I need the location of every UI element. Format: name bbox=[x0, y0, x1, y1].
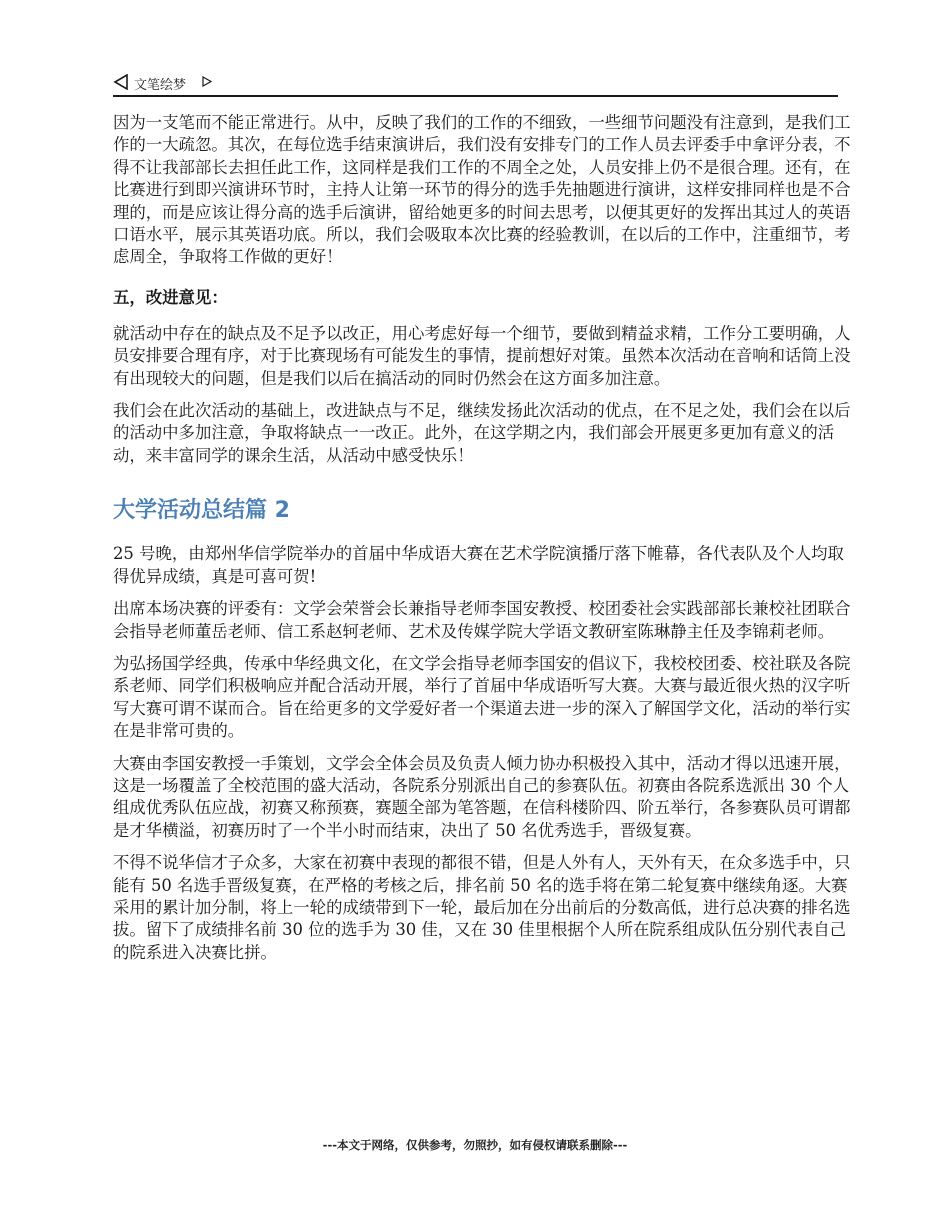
paragraph-section2-4: 大赛由李国安教授一手策划，文学会全体会员及负责人倾力协办积极投入其中，活动才得以迅速开展，这是一场覆盖了全校范围的盛大活动，各院系分别派出自己的参赛队伍。初赛由各院系选派出 30 个人组成优秀队伍应战，初赛又称预赛，赛题全部为笔答题，在信科楼阶四、阶五举行，各参赛队员可谓都是才华横溢，初赛历时了一个半小时而结束，决出了 50 名优秀选手，晋级复赛。 bbox=[113, 753, 851, 840]
heading-improvement: 五，改进意见： bbox=[113, 287, 228, 307]
footer-disclaimer: ---本文于网络，仅供参考，勿照抄，如有侵权请联系删除--- bbox=[322, 1138, 628, 1152]
brand-text: 文笔绘梦 bbox=[134, 78, 187, 93]
paragraph-improvement-2: 我们会在此次活动的基础上，改进缺点与不足，继续发扬此次活动的优点，在不足之处，我们会在以后的活动中多加注意，争取将缺点一一改正。此外，在这学期之内，我们部会开展更多更加有意义的活动，来丰富同学的课余生活，从活动中感受快乐！ bbox=[113, 401, 851, 465]
paragraph-section2-2: 出席本场决赛的评委有：文学会荣誉会长兼指导老师李国安教授、校团委社会实践部部长兼校社团联合会指导老师董岳老师、信工系赵轲老师、艺术及传媒学院大学语文教研室陈琳静主任及李锦莉老师。 bbox=[113, 599, 851, 641]
page-header bbox=[113, 72, 838, 94]
triangle-left-icon bbox=[113, 74, 129, 90]
header-divider bbox=[113, 95, 838, 97]
paragraph-section2-1: 25 号晚，由郑州华信学院举办的首届中华成语大赛在艺术学院演播厅落下帷幕，各代表队及个人均取得优异成绩，真是可喜可贺! bbox=[113, 544, 844, 586]
section-title: 大学活动总结篇 2 bbox=[113, 498, 290, 524]
triangle-right-icon bbox=[202, 76, 212, 87]
paragraph-improvement-1: 就活动中存在的缺点及不足予以改正，用心考虑好每一个细节，要做到精益求精，工作分工要明确，人员安排要合理有序，对于比赛现场有可能发生的事情，提前想好对策。虽然本次活动在音响和话筒上没有出现较大的问题，但是我们以后在搞活动的同时仍然会在这方面多加注意。 bbox=[113, 323, 851, 388]
paragraph-section2-5: 不得不说华信才子众多，大家在初赛中表现的都很不错，但是人外有人，天外有天，在众多选手中，只能有 50 名选手晋级复赛，在严格的考核之后，排名前 50 名的选手将在第二轮复赛中继续角逐。大赛采用的累计加分制，将上一轮的成绩带到下一轮，最后加在分出前后的分数高低，进行总决赛的排名选拔。留下了成绩排名前 30 位的选手为 30 佳，又在 30 佳里根据个人所在院系组成队伍分别代表自己的院系进入决赛比拼。 bbox=[113, 853, 851, 962]
paragraph-intro: 因为一支笔而不能正常进行。从中，反映了我们的工作的不细致，一些细节问题没有注意到，是我们工作的一大疏忽。其次，在每位选手结束演讲后，我们没有安排专门的工作人员去评委手中拿评分表，不得不让我部部长去担任此工作，这同样是我们工作的不周全之处，人员安排上仍不是很合理。还有，在比赛进行到即兴演讲环节时，主持人让第一环节的得分的选手先抽题进行演讲，这样安排同样也是不合理的，而是应该让得分高的选手后演讲，留给她更多的时间去思考，以便其更好的发挥出其过人的英语口语水平，展示其英语功底。所以，我们会吸取本次比赛的经验教训，在以后的工作中，注重细节，考虑周全，争取将工作做的更好！ bbox=[113, 113, 851, 267]
paragraph-section2-3: 为弘扬国学经典，传承中华经典文化，在文学会指导老师李国安的倡议下，我校校团委、校社联及各院系老师、同学们积极响应并配合活动开展，举行了首届中华成语听写大赛。大赛与最近很火热的汉字听写大赛可谓不谋而合。旨在给更多的文学爱好者一个渠道去进一步的深入了解国学文化，活动的举行实在是非常可贵的。 bbox=[113, 653, 851, 741]
document-body bbox=[113, 112, 851, 974]
